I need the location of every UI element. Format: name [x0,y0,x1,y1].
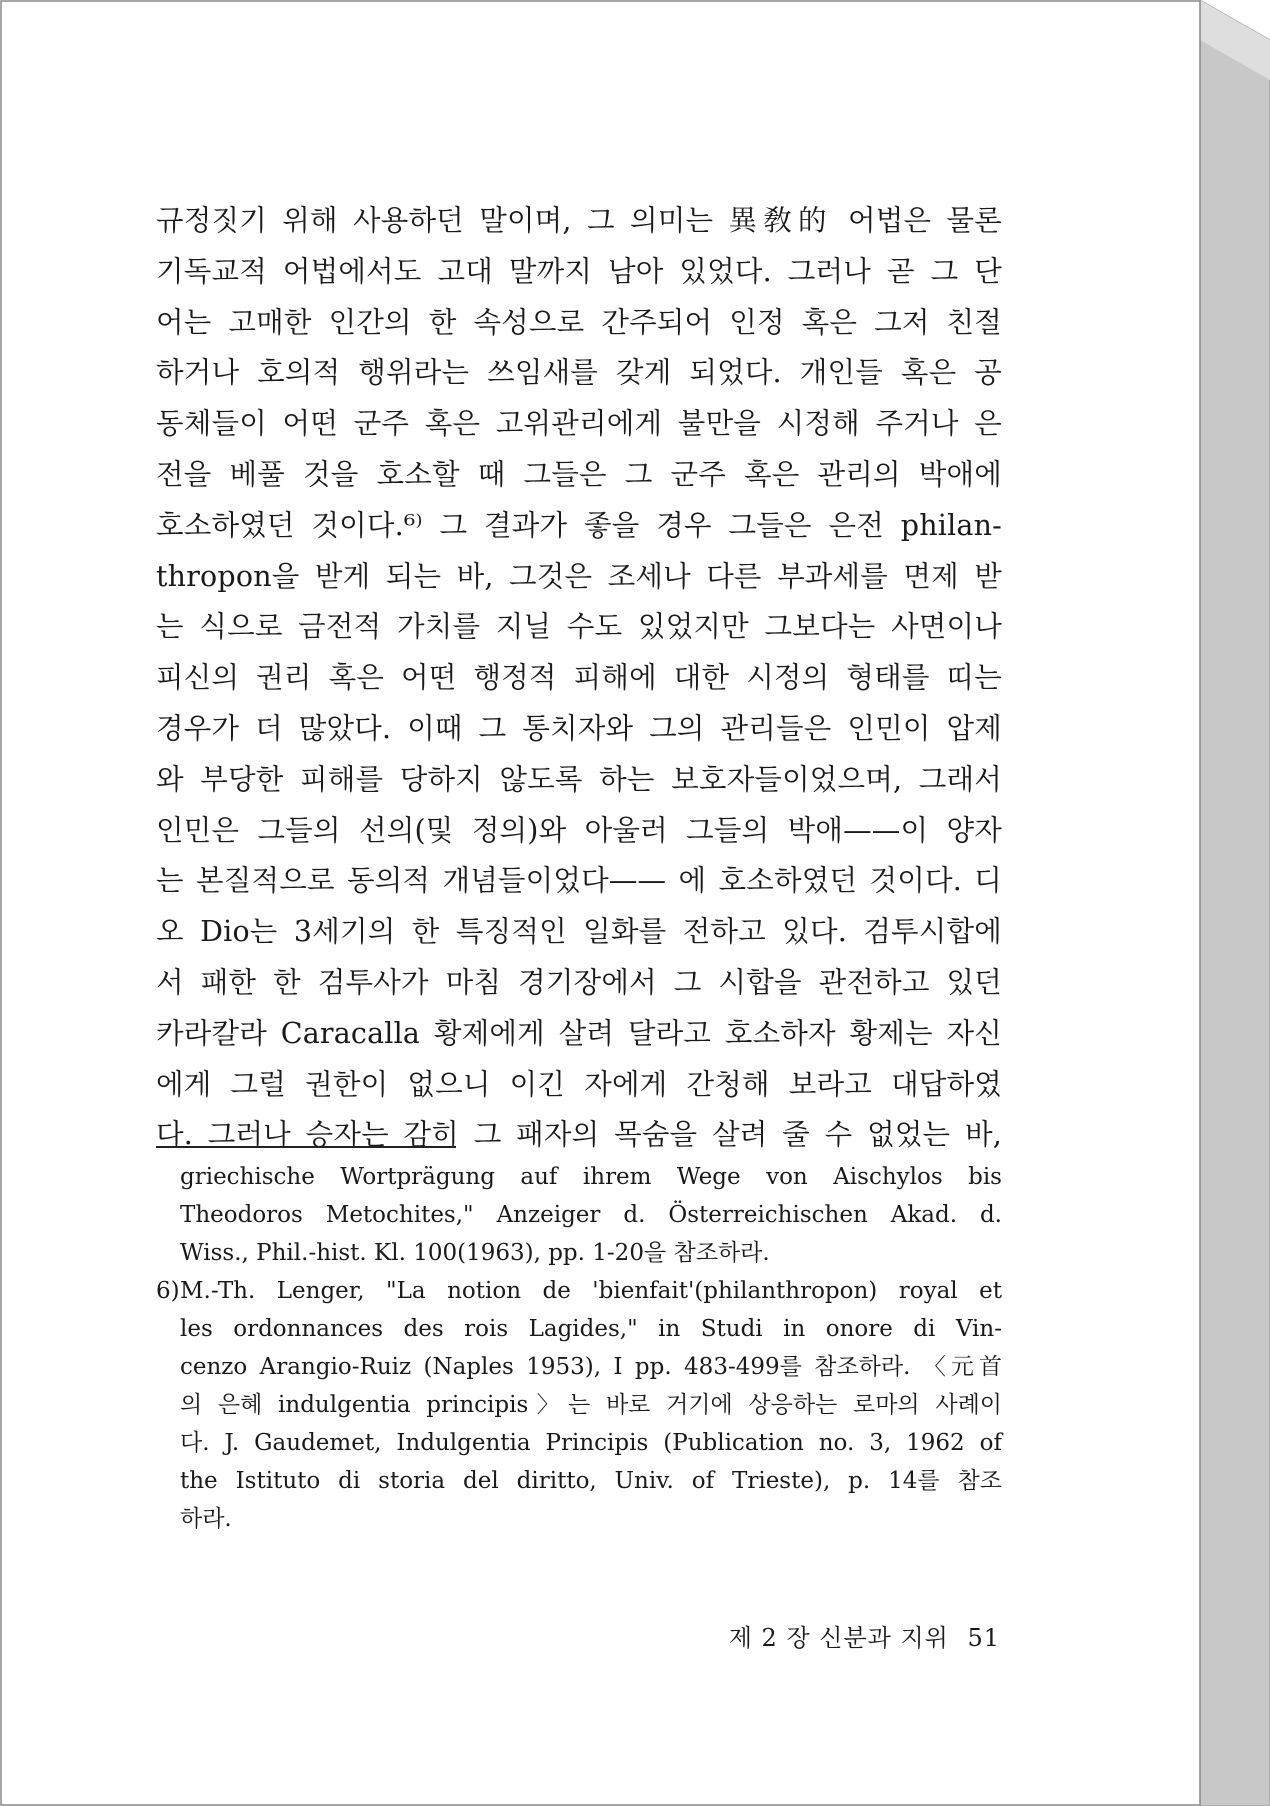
footnote-separator [156,1146,456,1148]
text-line: cenzo Arangio-Ruiz (Naples 1953), I pp. 483-499를 참조하라. 〈元首 [180,1354,1002,1380]
text-line: thropon을 받게 되는 바, 그것은 조세나 다른 부과세를 면제 받 [156,559,1002,593]
text-line: 어는 고매한 인간의 한 속성으로 간주되어 인정 혹은 그저 친절 [156,305,1002,339]
text-line: griechische Wortprägung auf ihrem Wege von Aischylos bis [180,1164,1002,1190]
footnote-6 [156,1272,1002,1538]
text-line: 다. 그러나 승자는 감히 그 패자의 목숨을 살려 줄 수 없었는 바, [156,1118,1002,1152]
body-paragraph [156,196,1002,1161]
text-line: Theodoros Metochites," Anzeiger d. Österreichischen Akad. d. [180,1202,1002,1228]
text-line: 에게 그럴 권한이 없으니 이긴 자에게 간청해 보라고 대답하였 [156,1067,1002,1101]
text-line: 피신의 권리 혹은 어떤 행정적 피해에 대한 시정의 형태를 띠는 [156,661,1002,695]
chapter-title: 제 2 장 신분과 지위 [728,1624,949,1652]
page-number: 51 [967,1624,1000,1652]
text-line: 경우가 더 많았다. 이때 그 통치자와 그의 관리들은 인민이 압제 [156,711,1002,745]
footnotes [156,1158,1002,1538]
text-line: 전을 베풀 것을 호소할 때 그들은 그 군주 혹은 관리의 박애에 [156,457,1002,491]
text-line: 동체들이 어떤 군주 혹은 고위관리에게 불만을 시정해 주거나 은 [156,407,1002,441]
text-line: 의 은혜 indulgentia principis〉는 바로 거기에 상응하는 로마의 사례이 [180,1392,1002,1418]
text-line: 하라. [180,1506,232,1532]
text-line: les ordonnances des rois Lagides," in Studi in onore di Vin- [180,1316,1002,1342]
text-line: 호소하였던 것이다.⁶⁾ 그 결과가 좋을 경우 그들은 은전 philan- [156,508,1002,542]
text-line: 는 본질적으로 동의적 개념들이었다—— 에 호소하였던 것이다. 디 [156,864,1002,898]
text-line: 와 부당한 피해를 당하지 않도록 하는 보호자들이었으며, 그래서 [156,762,1002,796]
running-footer [700,1618,1000,1653]
footnote-continuation [180,1158,1002,1272]
text-line: M.-Th. Lenger, "La notion de 'bienfait'(philanthropon) royal et [180,1278,1002,1304]
text-line: 서 패한 한 검투사가 마침 경기장에서 그 시합을 관전하고 있던 [156,965,1002,999]
text-line: 규정짓기 위해 사용하던 말이며, 그 의미는 異敎的 어법은 물론 [156,204,1002,237]
text-line: 하거나 호의적 행위라는 쓰임새를 갖게 되었다. 개인들 혹은 공 [156,356,1002,390]
text-line: Wiss., Phil.-hist. Kl. 100(1963), pp. 1-20을 참조하라. [180,1240,770,1266]
text-line: 기독교적 어법에서도 고대 말까지 남아 있었다. 그러나 곧 그 단 [156,254,1002,288]
text-line: 오 Dio는 3세기의 한 특징적인 일화를 전하고 있다. 검투시합에 [156,915,1002,949]
text-line: 인민은 그들의 선의(및 정의)와 아울러 그들의 박애——이 양자 [156,813,1002,847]
text-line: 카라칼라 Caracalla 황제에게 살려 달라고 호소하자 황제는 자신 [156,1016,1002,1050]
text-line: 다. J. Gaudemet, Indulgentia Principis (Publication no. 3, 1962 of [180,1430,1002,1456]
text-line: the Istituto di storia del diritto, Univ. of Trieste), p. 14를 참조 [180,1468,1002,1494]
text-line: 는 식으로 금전적 가치를 지닐 수도 있었지만 그보다는 사면이나 [156,610,1002,644]
footnote-6-number: 6) [156,1278,180,1304]
